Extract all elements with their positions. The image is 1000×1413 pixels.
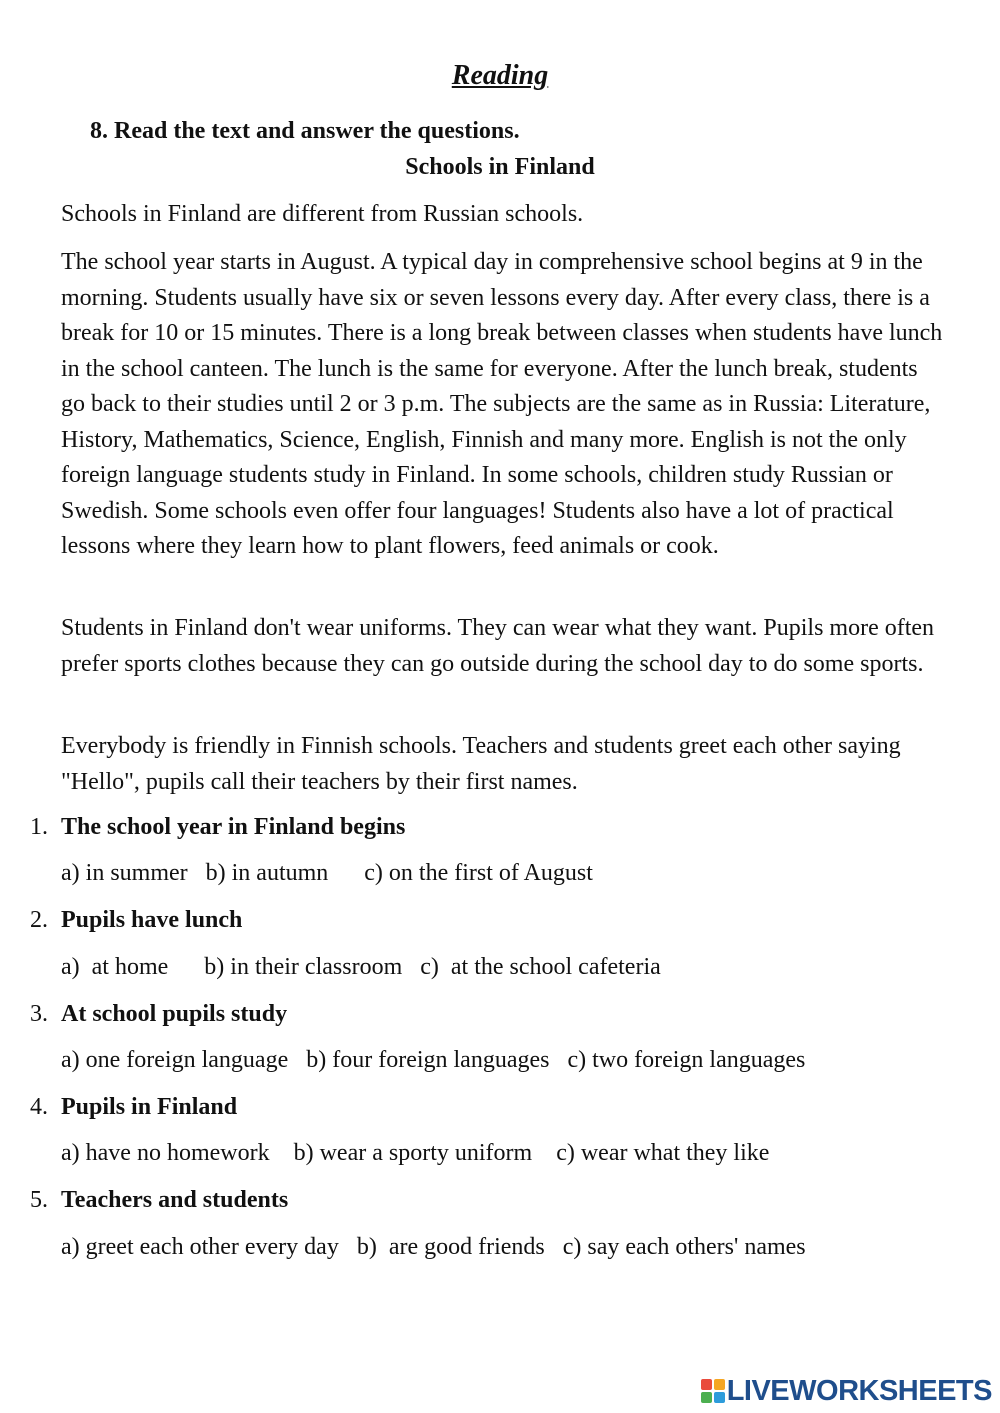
question-options: a) in summer b) in autumn c) on the first of August: [61, 860, 593, 886]
question-number: 2.: [30, 907, 48, 933]
logo-square-green: [701, 1392, 712, 1403]
question-options: a) at home b) in their classroom c) at the school cafeteria: [61, 954, 661, 980]
liveworksheets-logo-icon: [701, 1379, 725, 1403]
question-stem: Teachers and students: [61, 1187, 289, 1213]
liveworksheets-logo: [701, 1375, 992, 1407]
paragraph-intro: [61, 197, 946, 233]
question-number: 4.: [30, 1094, 48, 1120]
question-stem: Pupils in Finland: [61, 1094, 238, 1120]
text-title: Schools in Finland: [405, 154, 595, 180]
paragraph-text: Schools in Finland are different from Russian schools.: [61, 201, 584, 227]
question-options: a) have no homework b) wear a sporty uniform c) wear what they like: [61, 1140, 770, 1166]
paragraph-text: Students in Finland don't wear uniforms. They can wear what they want. Pupils more often prefer sports clothes because they can go outside during the school day to do some sports.: [61, 615, 935, 677]
logo-square-red: [701, 1379, 712, 1390]
question-options: a) one foreign language b) four foreign languages c) two foreign languages: [61, 1047, 806, 1073]
paragraph-school-day: [61, 245, 946, 565]
paragraph-text: The school year starts in August. A typical day in comprehensive school begins at 9 in the morning. Students usually have six or seven lessons every day. After every class, there is a break for 10 or 15 minutes. There is a long break between classes when students have lunch in the school canteen. The lunch is the same for everyone. After the lunch break, students go back to their studies until 2 or 3 p.m. The subjects are the same as in Russia: Literature, History, Mathematics, Science, English, Finnish and many more. English is not the only foreign language students study in Finland. In some schools, children study Russian or Swedish. Some schools even offer four languages! Students also have a lot of practical lessons where they learn how to plant flowers, feed animals or cook.: [61, 249, 943, 559]
question-stem: At school pupils study: [61, 1001, 288, 1027]
question-stem: The school year in Finland begins: [61, 814, 406, 840]
task-instruction: 8. Read the text and answer the questions.: [90, 118, 520, 144]
logo-square-orange: [714, 1379, 725, 1390]
question-number: 5.: [30, 1187, 48, 1213]
page-heading: Reading: [451, 60, 549, 91]
question-number: 3.: [30, 1001, 48, 1027]
question-stem: Pupils have lunch: [61, 907, 243, 933]
logo-text: LIVEWORKSHEETS: [726, 1374, 992, 1407]
paragraph-text: Everybody is friendly in Finnish schools. Teachers and students greet each other saying "Hello", pupils call their teachers by their first names.: [61, 733, 901, 795]
paragraph-friendly: [61, 729, 946, 800]
question-options: a) greet each other every day b) are good friends c) say each others' names: [61, 1234, 806, 1260]
logo-square-blue: [714, 1392, 725, 1403]
question-number: 1.: [30, 814, 48, 840]
paragraph-uniforms: [61, 611, 946, 682]
